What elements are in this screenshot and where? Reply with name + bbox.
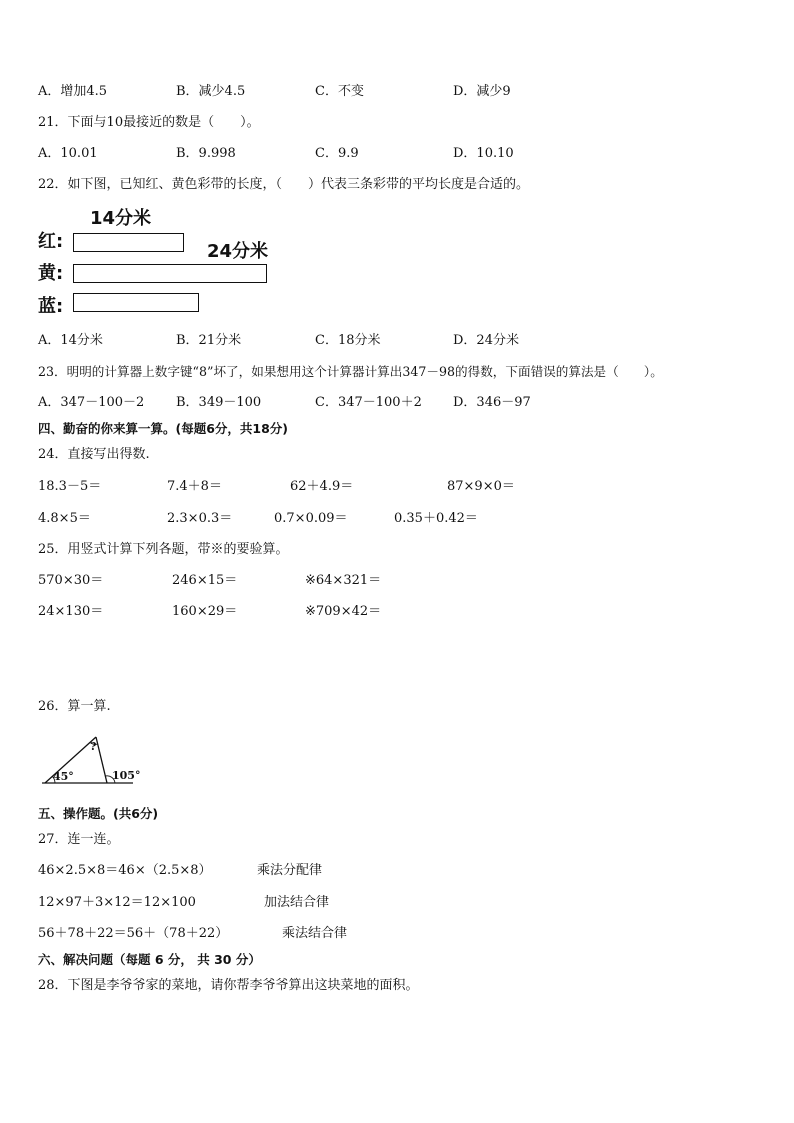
q24-expr: 18.3－5＝ [38,479,102,494]
q27-right-item: 乘法分配律 [257,863,323,878]
section4-title: 四、勤奋的你来算一算。(每题6分，共18分) [38,421,289,436]
q23-option-b: B．349－100 [176,395,262,410]
q24-expr: 7.4＋8＝ [167,479,222,494]
q27-right-item: 乘法结合律 [282,926,348,941]
angle-105-label: 105° [112,769,141,782]
q24-expr: 2.3×0.3＝ [167,511,233,526]
q23-option-d: D．346－97 [453,395,531,410]
q25-expr: 246×15＝ [172,573,238,588]
yellow-ribbon-label: 黄: [38,263,64,284]
q22-option-d: D．24分米 [453,333,519,348]
unknown-angle-label: ? [90,740,97,753]
q24-expr: 0.7×0.09＝ [274,511,348,526]
section5-title: 五、操作题。(共6分) [38,806,159,821]
q20-option-b: B．减少4.5 [176,84,246,99]
q20-option-c: C．不变 [315,84,364,99]
red-ribbon-label: 红: [38,231,64,252]
section6-title: 六、解决问题（每题 6 分， 共 30 分） [38,952,261,967]
q27-left-item: 56＋78＋22＝56＋（78＋22） [38,926,229,941]
q22-option-c: C．18分米 [315,333,381,348]
red-length-label: 14分米 [90,208,152,229]
q27-stem: 27．连一连。 [38,832,120,847]
q25-expr: 24×130＝ [38,604,104,619]
q21-option-a: A．10.01 [38,146,98,161]
blue-ribbon-label: 蓝: [38,296,64,317]
q25-expr: ※64×321＝ [305,573,382,588]
q24-expr: 0.35＋0.42＝ [394,511,478,526]
q24-expr: 4.8×5＝ [38,511,91,526]
blue-ribbon-bar [73,293,199,312]
yellow-length-label: 24分米 [207,241,269,262]
q23-stem: 23．明明的计算器上数字键“8”坏了，如果想用这个计算器计算出347－98的得数，下面错误的算法是（ ）。 [38,364,663,379]
q24-expr: 62＋4.9＝ [290,479,354,494]
angle-45-label: 45° [53,770,74,783]
q27-left-item: 12×97＋3×12＝12×100 [38,895,196,910]
q25-expr: ※709×42＝ [305,604,382,619]
q25-expr: 570×30＝ [38,573,104,588]
q21-option-b: B．9.998 [176,146,236,161]
q23-option-a: A．347－100－2 [38,395,145,410]
q26-stem: 26．算一算. [38,699,111,714]
red-ribbon-bar [73,233,184,252]
q24-stem: 24．直接写出得数. [38,447,150,462]
q23-option-c: C．347－100＋2 [315,395,422,410]
q24-expr: 87×9×0＝ [447,479,515,494]
q28-stem: 28．下图是李爷爷家的菜地，请你帮李爷爷算出这块菜地的面积。 [38,978,419,993]
q21-option-c: C．9.9 [315,146,359,161]
q22-option-b: B．21分米 [176,333,242,348]
q21-stem: 21．下面与10最接近的数是（ ）。 [38,115,260,130]
q27-left-item: 46×2.5×8＝46×（2.5×8） [38,863,212,878]
q21-option-d: D．10.10 [453,146,514,161]
q22-stem: 22．如下图，已知红、黄色彩带的长度，（ ）代表三条彩带的平均长度是合适的。 [38,177,530,192]
q20-option-a: A．增加4.5 [38,84,108,99]
q27-right-item: 加法结合律 [264,895,330,910]
yellow-ribbon-bar [73,264,267,283]
q22-option-a: A．14分米 [38,333,103,348]
q25-stem: 25．用竖式计算下列各题，带※的要验算。 [38,542,289,557]
q20-option-d: D．减少9 [453,84,511,99]
q25-expr: 160×29＝ [172,604,238,619]
